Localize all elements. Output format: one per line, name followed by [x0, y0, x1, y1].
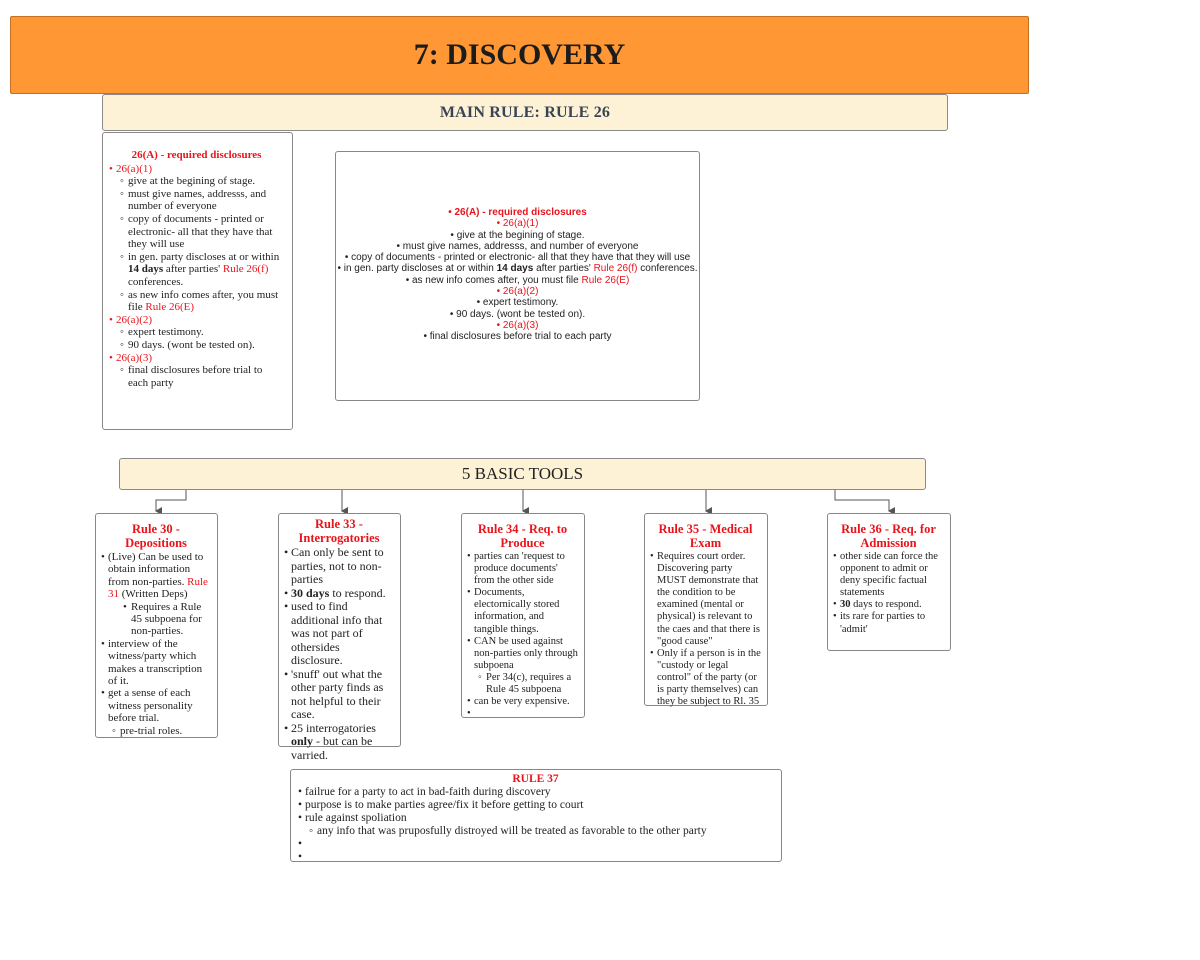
list-item: • must give names, addresss, and number of everyone — [396, 240, 639, 252]
list-item: • give at the begining of stage. — [450, 229, 585, 241]
list-item: • its rare for parties to 'admit' — [833, 611, 944, 635]
tool-heading: Rule 35 - Medical Exam — [658, 522, 753, 550]
list-item: • 25 interrogatories only - but can be varried. — [284, 722, 394, 763]
list-item: • CAN be used against non-parties only through subpoena — [467, 636, 578, 672]
list-item: • other side can force the opponent to admit or deny specific factual statements — [833, 551, 944, 599]
list-item: • final disclosures before trial to each party — [423, 331, 612, 343]
tool-heading: Rule 34 - Req. to Produce — [477, 522, 568, 550]
list-item — [298, 838, 773, 851]
tool-card-rule30 — [95, 513, 218, 738]
rule26-a3-label: • 26(a)(3) — [109, 352, 284, 365]
list-item: • 'snuff' out what the other party finds as not helpful to their case. — [284, 668, 394, 722]
list-item: • get a sense of each witness personality before trial. — [101, 687, 211, 724]
rule26-center-a2: • 26(a)(2) — [496, 286, 539, 298]
rule37-card — [290, 769, 782, 862]
rule26-center-heading: • 26(A) - required disclosures — [448, 207, 587, 218]
list-item: • 30 days to respond. — [833, 599, 944, 611]
list-item: • Documents, electornically stored information, and tangible things. — [467, 587, 578, 635]
list-item: • Requires court order. Discovering party MUST demonstrate that the condition to be examined (mental or physical) is relevant to the caes and that there is "good cause" — [650, 551, 761, 648]
list-item: • interview of the witness/party which makes a transcription of it. — [101, 638, 211, 688]
rule26-center-a1: • 26(a)(1) — [496, 218, 539, 230]
rule26-a2-label: • 26(a)(2) — [109, 314, 284, 327]
tools-title: 5 BASIC TOOLS — [461, 464, 584, 483]
list-item: • purpose is to make parties agree/fix it before getting to court — [298, 799, 773, 812]
list-item: • can be very expensive. — [467, 696, 578, 708]
tool-heading: Rule 30 - Depositions — [125, 522, 187, 550]
list-item: • expert testimony. — [476, 297, 559, 309]
tool-heading: Rule 36 - Req. for Admission — [841, 522, 936, 550]
list-item: • in gen. party discloses at or within 14 days after parties' Rule 26(f) conferences. — [337, 263, 698, 275]
rule26-heading: 26(A) - required disclosures — [131, 149, 262, 161]
list-item: • as new info comes after, you must file Rule 26(E) — [405, 274, 630, 286]
list-item: • Only if a person is in the "custody or legal control" of the party (or is party themselves) can they be subject to Rl. 35 — [650, 648, 761, 708]
list-item: • failrue for a party to act in bad-faith during discovery — [298, 786, 773, 799]
list-item: • 90 days. (wont be tested on). — [449, 308, 586, 320]
list-item: • copy of documents - printed or electronic- all that they have that they will use — [344, 252, 691, 264]
list-item: ◦ pre-trial roles. — [101, 725, 211, 737]
tool-card-rule36 — [827, 513, 951, 651]
connector-tool30 — [156, 490, 186, 511]
list-item — [298, 851, 773, 864]
tool-card-rule35 — [644, 513, 768, 706]
page-title: 7: DISCOVERY — [413, 38, 626, 71]
connector-tool36 — [835, 490, 889, 511]
list-item: ◦ 90 days. (wont be tested on). — [109, 339, 284, 352]
list-item: ◦ copy of documents - printed or electronic- all that they have that they will use — [109, 213, 284, 251]
list-item: ◦ as new info comes after, you must file Rule 26(E) — [109, 289, 284, 314]
rule26-a1-label: • 26(a)(1) — [109, 163, 284, 176]
list-item: ◦ give at the begining of stage. — [109, 175, 284, 188]
list-item: • used to find additional info that was not part of othersides disclosure. — [284, 600, 394, 668]
list-item: • Requires a Rule 45 subpoena for non-parties. — [101, 601, 211, 638]
tool-card-rule33 — [278, 513, 401, 762]
list-item: ◦ must give names, addresss, and number of everyone — [109, 188, 284, 213]
main-rule-title: MAIN RULE: RULE 26 — [439, 103, 611, 121]
list-item: ◦ expert testimony. — [109, 326, 284, 339]
list-item: • (Live) Can be used to obtain information from non-parties. Rule 31 (Written Deps) — [101, 551, 211, 601]
list-item: ◦ final disclosures before trial to each party — [109, 364, 284, 389]
tool-card-rule34 — [461, 513, 585, 718]
list-item: ◦ Per 34(c), requires a Rule 45 subpoena — [467, 672, 578, 696]
rule26-center-a3: • 26(a)(3) — [496, 319, 539, 331]
list-item: • 30 days to respond. — [284, 587, 394, 601]
list-item: • Can only be sent to parties, not to non-parties — [284, 546, 394, 587]
list-item: ◦ in gen. party discloses at or within 14 days after parties' Rule 26(f) conferences. — [109, 251, 284, 289]
tool-heading: Rule 33 - Interrogatories — [298, 517, 380, 545]
list-item: • parties can 'request to produce documents' from the other side — [467, 551, 578, 587]
list-item: • rule against spoliation — [298, 812, 773, 825]
list-item — [467, 708, 578, 720]
list-item: ◦ any info that was pruposfully distroyed will be treated as favorable to the other party — [298, 825, 773, 838]
rule37-heading: RULE 37 — [512, 773, 559, 785]
